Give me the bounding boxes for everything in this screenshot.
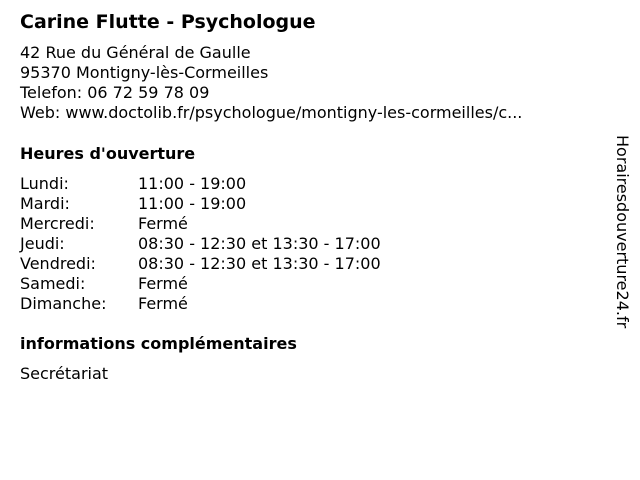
- time-value: 11:00 - 19:00: [138, 174, 247, 193]
- day-label: Dimanche:: [20, 294, 107, 313]
- time-value: Fermé: [138, 274, 188, 293]
- city-address: 95370 Montigny-lès-Cormeilles: [20, 63, 269, 82]
- additional-info-text: Secrétariat: [20, 364, 109, 383]
- day-label: Vendredi:: [20, 254, 96, 273]
- day-label: Jeudi:: [20, 234, 65, 253]
- additional-info-heading: informations complémentaires: [20, 334, 297, 353]
- time-value: Fermé: [138, 294, 188, 313]
- site-watermark: Horairesdouverture24.fr: [613, 135, 632, 329]
- time-value: Fermé: [138, 214, 188, 233]
- time-value: 11:00 - 19:00: [138, 194, 247, 213]
- day-label: Mardi:: [20, 194, 70, 213]
- day-label: Lundi:: [20, 174, 69, 193]
- day-label: Samedi:: [20, 274, 86, 293]
- street-address: 42 Rue du Général de Gaulle: [20, 43, 251, 62]
- time-value: 08:30 - 12:30 et 13:30 - 17:00: [138, 254, 381, 273]
- website-line[interactable]: Web: www.doctolib.fr/psychologue/montigny-les-cormeilles/c...: [20, 103, 523, 122]
- phone-line: Telefon: 06 72 59 78 09: [20, 83, 210, 102]
- business-title: Carine Flutte - Psychologue: [20, 11, 316, 33]
- time-value: 08:30 - 12:30 et 13:30 - 17:00: [138, 234, 381, 253]
- contact-block: [20, 43, 522, 123]
- day-label: Mercredi:: [20, 214, 95, 233]
- opening-hours-heading: Heures d'ouverture: [20, 144, 196, 163]
